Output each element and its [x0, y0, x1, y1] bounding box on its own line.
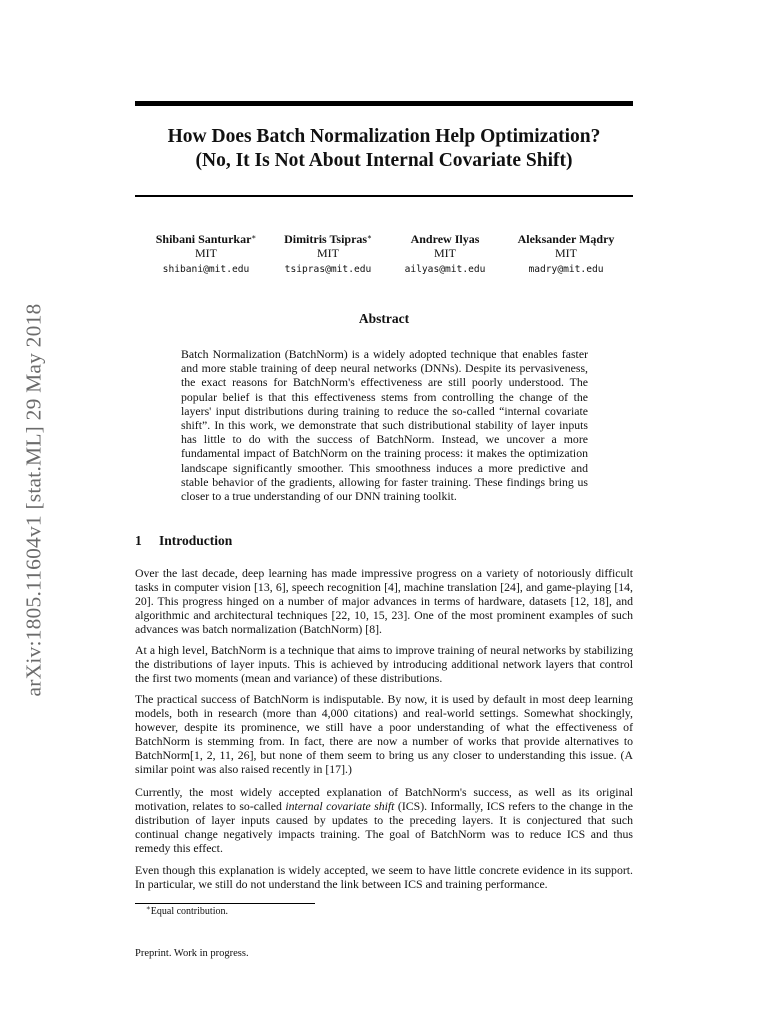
intro-paragraph-1: Over the last decade, deep learning has made impressive progress on a variety of notoriously difficult tasks in computer vision [13, 6], speech recognition [4], machine translation [24], and game-playing [14, 20]. This progress hinged on a number of major advances in terms of hardware, datasets [12, 18], and algorithmic and architectural techniques [22, 10, 15, 23]. One of the most prominent examples of such advances was batch normalization (BatchNorm) [8]. [135, 566, 633, 637]
intro-paragraph-2: At a high level, BatchNorm is a technique that aims to improve training of neural networks by stabilizing the distributions of layer inputs. This is achieved by introducing additional network layers that control the first two moments (mean and variance) of these distributions. [135, 643, 633, 686]
title-top-rule [135, 101, 633, 106]
author-block [496, 232, 636, 277]
section-title: Introduction [159, 533, 233, 548]
author-affiliation: MIT [317, 246, 339, 260]
author-block [375, 232, 515, 277]
footnote-rule [135, 903, 315, 904]
author-email: ailyas@mit.edu [404, 264, 486, 275]
author-affiliation: MIT [434, 246, 456, 260]
equal-contribution-mark: ∗ [367, 233, 372, 241]
preprint-footer: Preprint. Work in progress. [135, 948, 249, 959]
footnote [146, 906, 228, 917]
author-block [136, 232, 276, 277]
arxiv-identifier-text: arXiv:1805.11604v1 [stat.ML] 29 May 2018 [21, 303, 46, 697]
footnote-mark: ∗ [146, 904, 151, 912]
paper-title-line-1: How Does Batch Normalization Help Optimization? [167, 126, 601, 147]
paper-title-line-2: (No, It Is Not About Internal Covariate Shift) [195, 150, 573, 171]
arxiv-side-identifier [20, 260, 48, 740]
intro-paragraph-5: Even though this explanation is widely accepted, we seem to have little concrete evidence in its support. In particular, we still do not understand the link between ICS and training performance. [135, 863, 633, 892]
author-name: Aleksander Mądry [517, 232, 615, 246]
footnote-text: Equal contribution. [150, 906, 228, 917]
abstract-heading: Abstract [358, 311, 410, 326]
section-heading [135, 533, 232, 549]
author-name: Andrew Ilyas [410, 232, 480, 246]
equal-contribution-mark: ∗ [251, 233, 257, 241]
author-name: Shibani Santurkar∗ [155, 232, 257, 246]
abstract-text: Batch Normalization (BatchNorm) is a widely adopted technique that enables faster and more stable training of deep neural networks (DNNs). Despite its pervasiveness, the exact reasons for BatchNorm's effectiveness are still poorly understood. The popular belief is that this effectiveness stems from controlling the change of the layers' input distributions during training to reduce the so-called “internal covariate shift”. In this work, we demonstrate that such distributional stability of layer inputs has little to do with the success of BatchNorm. Instead, we uncover a more fundamental impact of BatchNorm on the training process: it makes the optimization landscape significantly smoother. This smoothness induces a more predictive and stable behavior of the gradients, allowing for faster training. These findings bring us closer to a true understanding of our DNN training toolkit. [181, 347, 588, 504]
author-email: tsipras@mit.edu [284, 264, 372, 275]
section-number: 1 [135, 533, 142, 548]
intro-paragraph-4: Currently, the most widely accepted explanation of BatchNorm's success, as well as its original motivation, relates to so-called internal covariate shift (ICS). Informally, ICS refers to the change in the distribution of layer inputs caused by updates to the preceding layers. It is conjectured that such continual change negatively impacts training. The goal of BatchNorm was to reduce ICS and thus remedy this effect. [135, 785, 633, 856]
title-bottom-rule [135, 195, 633, 197]
author-email: madry@mit.edu [528, 264, 604, 275]
author-affiliation: MIT [195, 246, 217, 260]
emphasized-term: internal covariate shift [285, 799, 395, 814]
author-name: Dimitris Tsipras∗ [284, 232, 372, 246]
author-affiliation: MIT [555, 246, 577, 260]
intro-paragraph-3: The practical success of BatchNorm is indisputable. By now, it is used by default in most deep learning models, both in research (more than 4,000 citations) and real-world settings. Somewhat shockingly, however, despite its prominence, we still have a poor understanding of what the effectiveness of BatchNorm is stemming from. In fact, there are now a number of works that provide alternatives to BatchNorm[1, 2, 11, 26], but none of them seem to bring us any closer to understanding this issue. (A similar point was also raised recently in [17].) [135, 692, 633, 777]
author-email: shibani@mit.edu [162, 264, 250, 275]
